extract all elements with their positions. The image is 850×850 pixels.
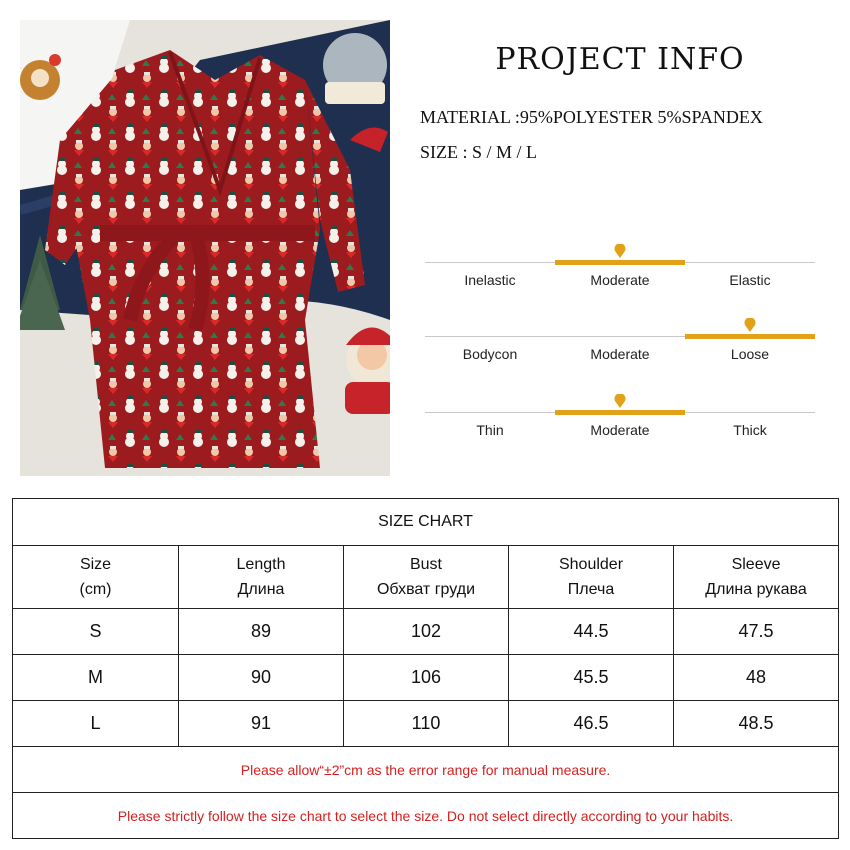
scale-label: Thin bbox=[476, 422, 504, 438]
table-cell: 48.5 bbox=[674, 701, 839, 747]
material-spec: MATERIAL :95%POLYESTER 5%SPANDEX bbox=[420, 107, 763, 127]
fit-scale bbox=[425, 318, 815, 362]
size-spec: SIZE : S / M / L bbox=[420, 142, 538, 162]
table-cell: 102 bbox=[344, 609, 509, 655]
header-shoulder bbox=[509, 546, 674, 609]
scale-label: Bodycon bbox=[462, 346, 518, 362]
scale-highlight bbox=[555, 410, 685, 415]
thickness-scale bbox=[425, 394, 815, 438]
project-info-title: PROJECT INFO bbox=[495, 42, 745, 77]
table-cell: 44.5 bbox=[509, 609, 674, 655]
header-en: Size bbox=[79, 556, 112, 573]
elasticity-scale bbox=[425, 244, 815, 288]
scale-label: Moderate bbox=[590, 422, 650, 438]
header-en: Bust bbox=[409, 556, 442, 573]
header-size bbox=[13, 546, 179, 609]
table-cell: 47.5 bbox=[674, 609, 839, 655]
table-cell: M bbox=[13, 655, 179, 701]
size-selection-note: Please strictly follow the size chart to select the size. Do not select directly according to your habits. bbox=[13, 793, 839, 839]
header-ru: Плеча bbox=[567, 581, 615, 598]
header-en: Sleeve bbox=[731, 556, 781, 573]
table-row bbox=[13, 655, 839, 701]
scale-highlight bbox=[685, 334, 815, 339]
scale-highlight bbox=[555, 260, 685, 265]
table-cell: 48 bbox=[674, 655, 839, 701]
header-en: Shoulder bbox=[558, 556, 624, 573]
pin-marker-icon bbox=[614, 394, 626, 408]
scale-label: Inelastic bbox=[464, 272, 516, 288]
product-photo bbox=[20, 20, 390, 476]
size-chart-table bbox=[12, 498, 839, 839]
scale-label: Moderate bbox=[590, 272, 650, 288]
scale-label: Moderate bbox=[590, 346, 650, 362]
table-cell: 90 bbox=[179, 655, 344, 701]
robe-illustration bbox=[20, 20, 390, 476]
pin-marker-icon bbox=[744, 318, 756, 332]
error-range-note: Please allow“±2”cm as the error range for manual measure. bbox=[13, 747, 839, 793]
table-cell: 110 bbox=[344, 701, 509, 747]
header-ru: Длина рукава bbox=[705, 581, 807, 598]
pin-marker-icon bbox=[614, 244, 626, 258]
table-cell: 45.5 bbox=[509, 655, 674, 701]
header-sleeve bbox=[674, 546, 839, 609]
header-ru: Длина bbox=[237, 581, 285, 598]
scale-label: Thick bbox=[733, 422, 767, 438]
table-row bbox=[13, 609, 839, 655]
table-cell: 46.5 bbox=[509, 701, 674, 747]
table-cell: 106 bbox=[344, 655, 509, 701]
scale-label: Loose bbox=[730, 346, 770, 362]
header-en: Length bbox=[236, 556, 286, 573]
header-length bbox=[179, 546, 344, 609]
table-cell: S bbox=[13, 609, 179, 655]
header-ru: Обхват груди bbox=[376, 581, 475, 598]
table-cell: 89 bbox=[179, 609, 344, 655]
table-row bbox=[13, 701, 839, 747]
header-bust bbox=[344, 546, 509, 609]
scale-label: Elastic bbox=[729, 272, 771, 288]
table-cell: 91 bbox=[179, 701, 344, 747]
header-ru: (cm) bbox=[79, 581, 112, 598]
table-cell: L bbox=[13, 701, 179, 747]
size-chart-title: SIZE CHART bbox=[13, 499, 839, 546]
